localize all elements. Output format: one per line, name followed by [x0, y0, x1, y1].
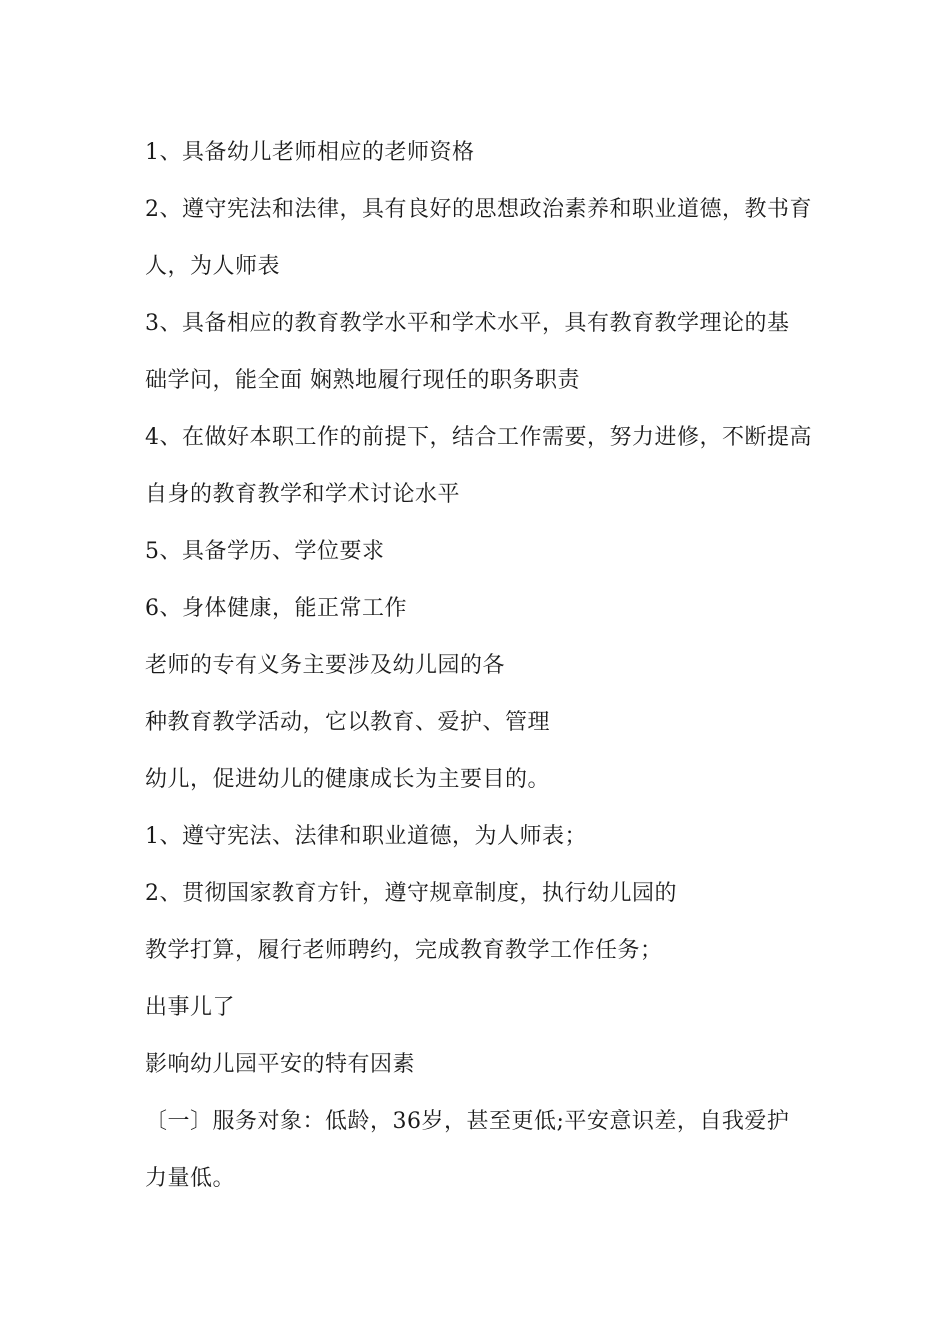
text-line: 5、具备学历、学位要求: [145, 539, 385, 564]
text-line: 础学问，能全面 娴熟地履行现任的职务职责: [145, 368, 580, 393]
text-line: 〔一〕服务对象：低龄，36岁，甚至更低;平安意识差，自我爱护: [145, 1109, 790, 1134]
text-line: 4、在做好本职工作的前提下，结合工作需要，努力进修，不断提高: [145, 425, 812, 450]
text-line: 3、具备相应的教育教学水平和学术水平，具有教育教学理论的基: [145, 311, 790, 336]
text-line: 老师的专有义务主要涉及幼儿园的各: [145, 653, 506, 678]
text-line: 幼儿，促进幼儿的健康成长为主要目的。: [145, 767, 551, 792]
text-line: 种教育教学活动，它以教育、爱护、管理: [145, 710, 551, 735]
text-line: 2、遵守宪法和法律，具有良好的思想政治素养和职业道德，教书育: [145, 197, 812, 222]
text-line: 1、具备幼儿老师相应的老师资格: [145, 140, 475, 165]
text-line: 自身的教育教学和学术讨论水平: [145, 482, 461, 507]
text-line: 6、身体健康，能正常工作: [145, 596, 407, 621]
text-line: 教学打算，履行老师聘约，完成教育教学工作任务；: [145, 938, 663, 963]
text-line: 2、贯彻国家教育方针，遵守规章制度，执行幼儿园的: [145, 881, 677, 906]
text-line: 人，为人师表: [145, 254, 281, 279]
text-line: 力量低。: [145, 1166, 236, 1191]
text-line: 1、遵守宪法、法律和职业道德，为人师表；: [145, 824, 587, 849]
text-line: 出事儿了: [145, 995, 236, 1020]
text-line: 影响幼儿园平安的特有因素: [145, 1052, 416, 1077]
